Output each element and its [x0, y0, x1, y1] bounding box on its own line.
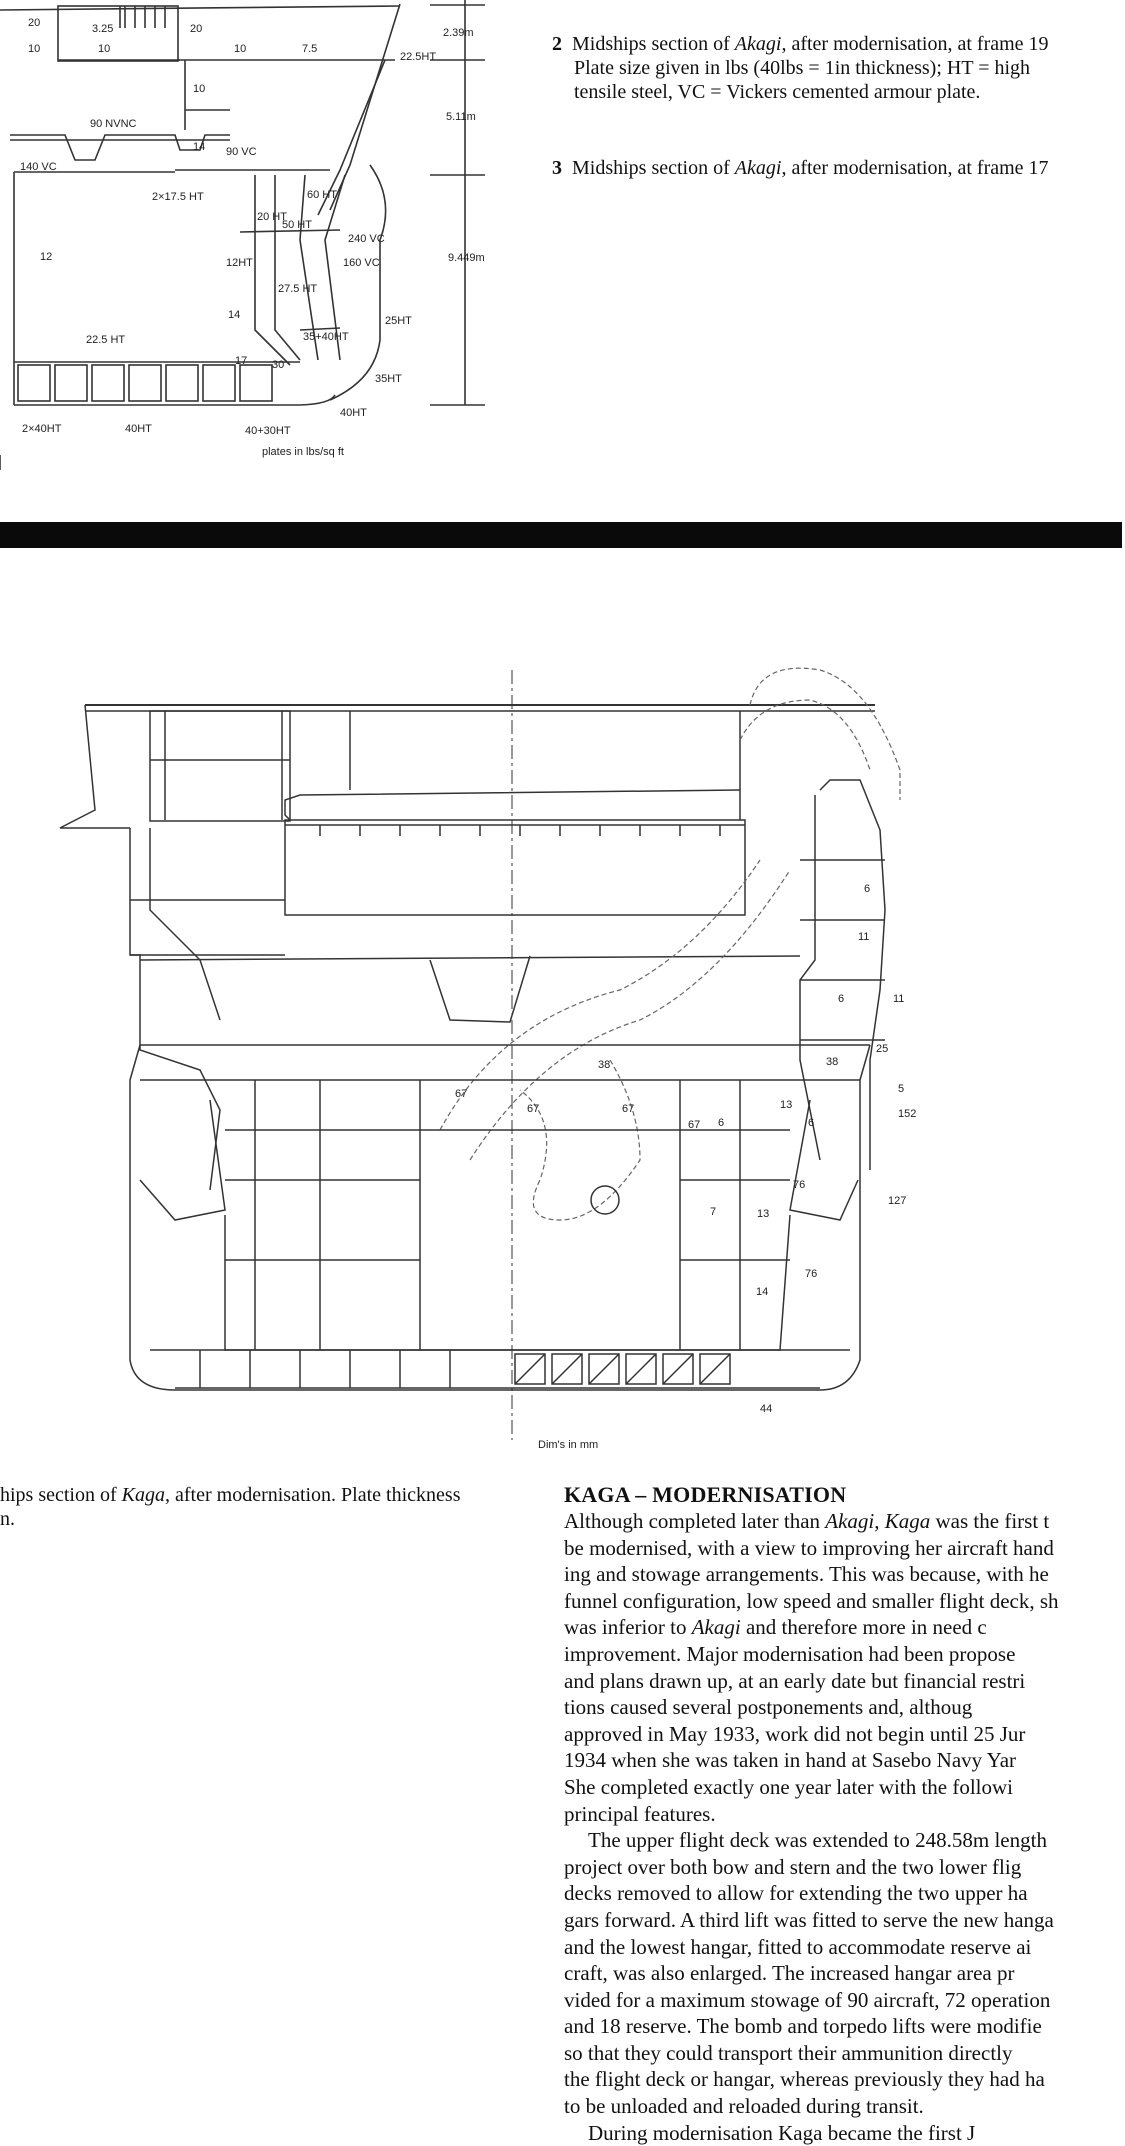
akagi-label: 5.11m	[446, 111, 476, 123]
akagi-label: 50 HT	[282, 219, 312, 231]
article-body	[564, 1508, 1125, 2146]
article-heading: KAGA – MODERNISATION	[564, 1482, 847, 1507]
akagi-label: 10	[193, 83, 206, 95]
kaga-label: 67	[688, 1119, 701, 1131]
akagi-label: 30	[272, 359, 285, 371]
akagi-label: 2×17.5 HT	[152, 191, 204, 203]
akagi-label: 40HT	[340, 407, 367, 419]
article-text: to be unloaded and reloaded during transit.	[564, 2094, 924, 2119]
akagi-label: 22.5 HT	[86, 334, 126, 346]
akagi-label: 35HT	[375, 373, 402, 385]
article-line	[564, 2120, 1125, 2146]
caption-figure-2	[552, 32, 1125, 104]
article-line	[564, 1721, 1125, 1748]
article-text: tions caused several postponements and, althoug	[564, 1695, 973, 1720]
akagi-label: 20 HT	[257, 211, 287, 223]
akagi-label: 60 HT	[307, 189, 337, 201]
ship-name: Kaga	[884, 1509, 931, 1533]
kaga-label: 38	[598, 1059, 611, 1071]
akagi-label: 12HT	[226, 257, 253, 269]
caption-text: , after modernisation, at frame 19	[781, 33, 1049, 55]
article-text: decks removed to allow for extending the two upper ha	[564, 1881, 1028, 1906]
article-line	[564, 1614, 1125, 1641]
kaga-label: 44	[760, 1403, 773, 1415]
caption-text: , after modernisation. Plate thickness	[165, 1484, 461, 1506]
article-text: principal features.	[564, 1801, 716, 1826]
article-line	[564, 1668, 1125, 1695]
kaga-label: 127	[888, 1195, 907, 1207]
article-text: gars forward. A third lift was fitted to serve the new hanga	[564, 1907, 1054, 1932]
akagi-label: 20	[190, 23, 203, 35]
article-line	[564, 1801, 1125, 1828]
akagi-label: 160 VC	[343, 257, 380, 269]
kaga-label: 11	[858, 931, 870, 943]
article-line	[564, 1508, 1125, 1535]
akagi-label: 27.5 HT	[278, 283, 318, 295]
kaga-label: 7	[710, 1206, 717, 1218]
caption-text: Plate size given in lbs (40lbs = 1in thickness); HT = high	[574, 57, 1031, 79]
caption-number: 3	[552, 157, 562, 179]
caption-text: , after modernisation, at frame 17	[781, 157, 1049, 179]
article-text: 1934 when she was taken in hand at Sasebo Navy Yar	[564, 1748, 1017, 1773]
akagi-label: 14	[193, 141, 206, 153]
article-column	[564, 1482, 1125, 2146]
kaga-label: 67	[455, 1088, 468, 1100]
akagi-label: 17	[235, 355, 248, 367]
article-text: approved in May 1933, work did not begin until 25 Jur	[564, 1721, 1026, 1746]
kaga-label: 5	[898, 1083, 905, 1095]
ship-name: Akagi	[825, 1509, 875, 1533]
article-line	[564, 1987, 1125, 2014]
kaga-label: 152	[898, 1108, 917, 1120]
kaga-label: 6	[838, 993, 845, 1005]
caption-figure-3	[552, 156, 1125, 180]
caption-text: Midships section of	[572, 157, 735, 179]
akagi-label: 35+40HT	[303, 331, 349, 343]
kaga-label: 6	[808, 1117, 815, 1129]
akagi-label: 12	[40, 251, 53, 263]
kaga-label: 6	[864, 883, 871, 895]
article-line	[564, 2066, 1125, 2093]
akagi-label: plates in lbs/sq ft	[262, 446, 344, 458]
article-text: craft, was also enlarged. The increased hangar area pr	[564, 1961, 1015, 1986]
caption-text: Midships section of	[572, 33, 735, 55]
page-divider	[0, 522, 1122, 548]
article-text: and therefore more in need c	[740, 1615, 987, 1640]
article-text: was the first t	[930, 1509, 1050, 1533]
ship-name: Akagi	[691, 1615, 741, 1640]
akagi-label: 20	[28, 17, 41, 29]
article-line	[564, 1854, 1125, 1881]
akagi-label: 140 VC	[20, 161, 57, 173]
akagi-label: 22.5HT	[400, 51, 437, 63]
caption-number: 2	[552, 33, 562, 55]
ship-name: Akagi	[734, 157, 782, 179]
article-line	[564, 1827, 1125, 1854]
caption-text: hips section of	[0, 1484, 122, 1506]
article-text: The upper flight deck was extended to 248.58m length	[588, 1828, 1047, 1853]
article-text: Although completed later than	[564, 1509, 826, 1533]
article-text: the flight deck or hangar, whereas previously they had ha	[564, 2067, 1045, 2092]
akagi-label: 14	[228, 309, 241, 321]
akagi-label: 90 VC	[226, 146, 257, 158]
article-line	[564, 1960, 1125, 1987]
kaga-label: 11	[893, 993, 905, 1005]
article-text: ing and stowage arrangements. This was because, with he	[564, 1562, 1049, 1587]
article-text: improvement. Major modernisation had been propose	[564, 1641, 1016, 1666]
article-line	[564, 1747, 1125, 1774]
kaga-label: 38	[826, 1056, 839, 1068]
akagi-label: 7.5	[302, 43, 318, 55]
akagi-label: 90 NVNC	[90, 118, 137, 130]
article-line	[564, 1774, 1125, 1801]
article-text: so that they could transport their ammunition directly	[564, 2040, 1013, 2065]
ship-name: Kaga	[121, 1484, 165, 1506]
article-line	[564, 2013, 1125, 2040]
akagi-label: 3.25	[92, 23, 114, 35]
article-text: She completed exactly one year later with the followi	[564, 1774, 1014, 1799]
caption-text: n.	[0, 1508, 15, 1530]
akagi-label: 10	[28, 43, 41, 55]
article-line	[564, 1694, 1125, 1721]
kaga-midships-section-drawing	[0, 660, 1125, 1460]
kaga-dims-note: Dim's in mm	[538, 1439, 599, 1451]
akagi-label: 40HT	[125, 423, 152, 435]
article-line	[564, 1934, 1125, 1961]
article-line	[564, 2093, 1125, 2120]
article-line	[564, 1880, 1125, 1907]
article-line	[564, 2040, 1125, 2067]
kaga-label: 13	[757, 1208, 770, 1220]
akagi-label: 2×40HT	[22, 423, 62, 435]
akagi-label: 25HT	[385, 315, 412, 327]
article-text: was inferior to	[564, 1615, 692, 1640]
article-text: During modernisation Kaga became the first J	[588, 2120, 976, 2145]
kaga-label: 13	[780, 1099, 793, 1111]
article-line	[564, 1535, 1125, 1562]
akagi-label: 10	[98, 43, 111, 55]
article-line	[564, 1588, 1125, 1615]
akagi-label: 240 VC	[348, 233, 385, 245]
akagi-label: 10	[234, 43, 247, 55]
article-line	[564, 1641, 1125, 1668]
kaga-label: 76	[805, 1268, 818, 1280]
akagi-label: 9.449m	[448, 252, 485, 264]
akagi-label: 40+30HT	[245, 425, 291, 437]
caption-kaga	[0, 1483, 530, 1531]
caption-text: tensile steel, VC = Vickers cemented armour plate.	[574, 81, 981, 103]
akagi-midships-section-drawing	[0, 0, 520, 470]
article-text: and plans drawn up, at an early date but financial restri	[564, 1668, 1026, 1693]
article-text: ,	[874, 1509, 885, 1533]
article-text: vided for a maximum stowage of 90 aircraft, 72 operation	[564, 1987, 1051, 2012]
article-text: project over both bow and stern and the two lower flig	[564, 1854, 1022, 1879]
kaga-label: 76	[793, 1179, 806, 1191]
article-text: funnel configuration, low speed and smaller flight deck, sh	[564, 1588, 1059, 1613]
kaga-label: 6	[718, 1117, 725, 1129]
article-line	[564, 1561, 1125, 1588]
article-line	[564, 1907, 1125, 1934]
kaga-label: 14	[756, 1286, 769, 1298]
article-text: and the lowest hangar, fitted to accommodate reserve ai	[564, 1934, 1032, 1959]
ship-name: Akagi	[734, 33, 782, 55]
kaga-label: 25	[876, 1043, 889, 1055]
kaga-label: 67	[527, 1103, 540, 1115]
kaga-label: 67	[622, 1103, 635, 1115]
article-text: be modernised, with a view to improving her aircraft hand	[564, 1535, 1054, 1560]
akagi-label: 2.39m	[443, 27, 474, 39]
article-text: and 18 reserve. The bomb and torpedo lifts were modifie	[564, 2014, 1042, 2039]
